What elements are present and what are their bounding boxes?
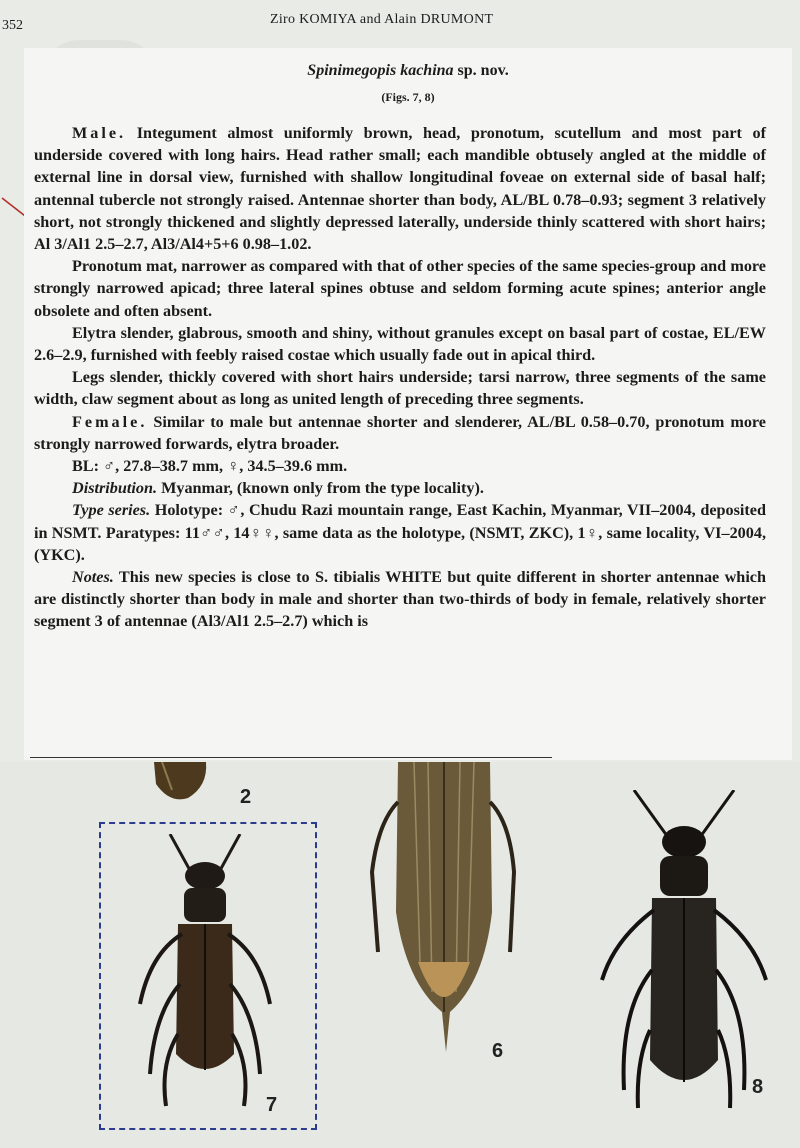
figure-reference: (Figs. 7, 8) — [381, 90, 435, 104]
paragraph-elytra: Elytra slender, glabrous, smooth and shiny, without granules except on basal part of costae, EL/EW 2.6–2.9, furnished with feebly raised costae which usually fade out in apical third. — [34, 323, 766, 365]
species-title — [24, 62, 792, 80]
notes-text: This new species is close to S. tibialis WHITE but quite different in shorter antennae which are distinctly shorter than body in male and shorter than two-thirds of body in female, relatively shorter segment 3 of antennae (Al3/Al1 2.5–2.7) which is — [34, 568, 766, 631]
male-text: Integument almost uniformly brown, head, pronotum, scutellum and most part of underside covered with long hairs. Head rather small; each mandible obtusely angled at the middle of external line in dorsal view, furnished with shallow longitudinal foveae on external side of basal half; antennal tubercle not strongly raised. Antennae shorter than body, AL/BL 0.78–0.93; segment 3 relatively short, not strongly thickened and slightly depressed laterally, underside thinly scattered with short hairs; Al 3/Al1 2.5–2.7, Al3/Al4+5+6 0.98–1.02. — [34, 124, 766, 254]
paragraph-female — [34, 411, 766, 455]
distribution-heading: Distribution. — [72, 479, 158, 498]
species-status: sp. nov. — [453, 62, 509, 79]
figure-label-7: 7 — [266, 1094, 278, 1116]
author-names: Ziro KOMIYA and Alain DRUMONT — [270, 12, 494, 27]
figure-label-8: 8 — [752, 1076, 764, 1098]
text-block — [24, 48, 792, 760]
beetle-figure-8 — [594, 790, 774, 1110]
female-text: Similar to male but antennae shorter and slenderer, AL/BL 0.58–0.70, pronotum more strongly narrowed forwards, elytra broader. — [34, 412, 766, 453]
paragraph-type-series — [34, 499, 766, 566]
paragraph-legs: Legs slender, thickly covered with short hairs underside; tarsi narrow, three segments of the same width, claw segment about as long as united length of preceding three segments. — [34, 368, 766, 409]
distribution-text: Myanmar, (known only from the type locality). — [157, 479, 484, 498]
paragraph-notes — [34, 566, 766, 633]
figure-label-6: 6 — [492, 1040, 504, 1062]
species-name: Spinimegopis kachina — [307, 62, 454, 79]
female-heading: Female. — [72, 412, 148, 431]
paragraph-body-length: BL: ♂, 27.8–38.7 mm, ♀, 34.5–39.6 mm. — [72, 457, 348, 476]
notes-heading: Notes. — [72, 568, 114, 587]
beetle-figure-7 — [130, 834, 280, 1114]
beetle-figure-6 — [364, 762, 524, 1062]
paragraph-distribution — [34, 477, 766, 499]
page-number: 352 — [2, 18, 23, 33]
type-series-heading: Type series. — [72, 501, 151, 520]
beetle-figure-2 — [148, 762, 228, 806]
running-header — [0, 6, 800, 32]
paragraph-male — [34, 122, 766, 255]
male-heading: Male. — [72, 124, 127, 142]
figure-label-2: 2 — [240, 786, 252, 808]
description-body — [34, 122, 766, 633]
type-series-text: Holotype: ♂, Chudu Razi mountain range, East Kachin, Myanmar, VII–2004, deposited in NSMT. Paratypes: 11♂♂, 14♀♀, same data as the holotype, (NSMT, ZKC), 1♀, same locality, VI–2004, (YKC). — [34, 501, 766, 564]
text-end-rule — [30, 757, 552, 758]
paragraph-pronotum: Pronotum mat, narrower as compared with that of other species of the same species-group and more strongly narrowed apicad; three lateral spines obtuse and seldom forming acute spines; anterior angle obsolete and often absent. — [34, 257, 766, 320]
